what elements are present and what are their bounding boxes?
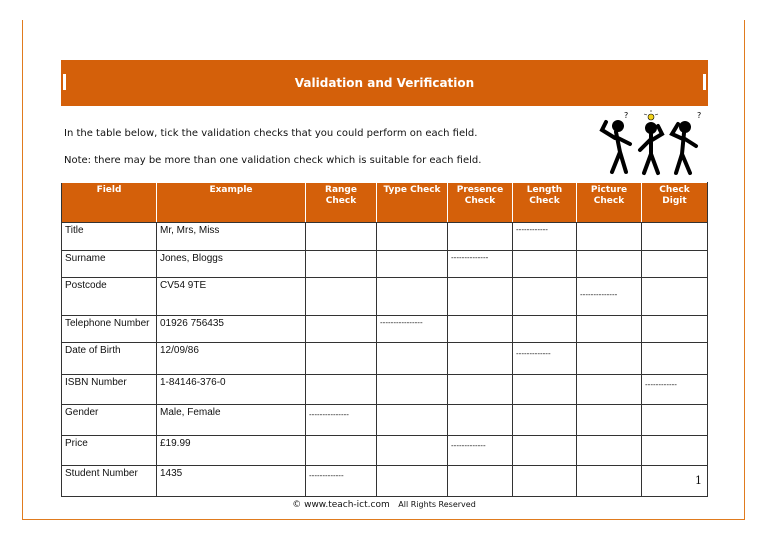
example-cell: Jones, Bloggs: [157, 250, 306, 278]
rights-text: All Rights Reserved: [398, 500, 476, 509]
thinking-people-icon: [594, 110, 706, 176]
field-cell: Price: [62, 435, 157, 466]
type-check-cell[interactable]: [377, 466, 448, 497]
type-check-cell[interactable]: [377, 223, 448, 251]
svg-text:?: ?: [697, 111, 702, 120]
page-title: Validation and Verification: [294, 76, 475, 90]
table-row: [62, 223, 708, 251]
check-digit-cell[interactable]: [642, 223, 708, 251]
header-type-check: Type Check: [377, 183, 448, 223]
picture-check-cell[interactable]: [577, 223, 642, 251]
check-digit-cell[interactable]: [642, 435, 708, 466]
type-check-cell[interactable]: [377, 343, 448, 375]
presence-check-cell[interactable]: [448, 315, 513, 343]
picture-check-cell[interactable]: [577, 466, 642, 497]
picture-check-cell[interactable]: [577, 315, 642, 343]
banner-right-mark: [703, 74, 706, 90]
range-check-cell[interactable]: -------------: [306, 466, 377, 497]
type-check-cell[interactable]: [377, 374, 448, 405]
table-row: [62, 250, 708, 278]
table-row: [62, 374, 708, 405]
example-cell: CV54 9TE: [157, 278, 306, 316]
presence-check-cell[interactable]: -------------: [448, 435, 513, 466]
type-check-cell[interactable]: [377, 250, 448, 278]
page-number: 1: [695, 474, 702, 487]
check-digit-cell[interactable]: [642, 343, 708, 375]
range-check-cell[interactable]: [306, 315, 377, 343]
presence-check-cell[interactable]: [448, 278, 513, 316]
field-cell: Surname: [62, 250, 157, 278]
title-banner: [61, 60, 708, 106]
table-row: [62, 435, 708, 466]
table-row: [62, 278, 708, 316]
example-cell: Male, Female: [157, 405, 306, 436]
copyright-site: © www.teach-ict.com: [292, 500, 390, 510]
presence-check-cell[interactable]: --------------: [448, 250, 513, 278]
header-check-digit: Check Digit: [642, 183, 708, 223]
instruction-text: In the table below, tick the validation checks that you could perform on each field.: [64, 128, 478, 139]
field-cell: Title: [62, 223, 157, 251]
field-cell: Telephone Number: [62, 315, 157, 343]
presence-check-cell[interactable]: [448, 374, 513, 405]
table-row: [62, 405, 708, 436]
length-check-cell[interactable]: [513, 278, 577, 316]
header-picture-check: Picture Check: [577, 183, 642, 223]
range-check-cell[interactable]: [306, 250, 377, 278]
validation-table: [61, 182, 708, 497]
field-cell: Date of Birth: [62, 343, 157, 375]
length-check-cell[interactable]: [513, 374, 577, 405]
example-cell: Mr, Mrs, Miss: [157, 223, 306, 251]
type-check-cell[interactable]: [377, 405, 448, 436]
check-digit-cell[interactable]: [642, 315, 708, 343]
length-check-cell[interactable]: -------------: [513, 343, 577, 375]
type-check-cell[interactable]: ----------------: [377, 315, 448, 343]
length-check-cell[interactable]: [513, 405, 577, 436]
length-check-cell[interactable]: ------------: [513, 223, 577, 251]
check-digit-cell[interactable]: ------------: [642, 374, 708, 405]
range-check-cell[interactable]: [306, 374, 377, 405]
presence-check-cell[interactable]: [448, 405, 513, 436]
picture-check-cell[interactable]: [577, 435, 642, 466]
length-check-cell[interactable]: [513, 435, 577, 466]
field-cell: Gender: [62, 405, 157, 436]
picture-check-cell[interactable]: [577, 374, 642, 405]
range-check-cell[interactable]: [306, 223, 377, 251]
table-header-row: [62, 183, 708, 223]
header-range-check: Range Check: [306, 183, 377, 223]
example-cell: 1435: [157, 466, 306, 497]
picture-check-cell[interactable]: [577, 405, 642, 436]
range-check-cell[interactable]: [306, 278, 377, 316]
footer: [0, 500, 768, 510]
header-presence-check: Presence Check: [448, 183, 513, 223]
table-row: [62, 315, 708, 343]
picture-check-cell[interactable]: [577, 250, 642, 278]
header-field: Field: [62, 183, 157, 223]
field-cell: Postcode: [62, 278, 157, 316]
range-check-cell[interactable]: [306, 343, 377, 375]
picture-check-cell[interactable]: --------------: [577, 278, 642, 316]
length-check-cell[interactable]: [513, 466, 577, 497]
type-check-cell[interactable]: [377, 278, 448, 316]
picture-check-cell[interactable]: [577, 343, 642, 375]
check-digit-cell[interactable]: [642, 405, 708, 436]
range-check-cell[interactable]: ---------------: [306, 405, 377, 436]
table-row: [62, 343, 708, 375]
example-cell: 01926 756435: [157, 315, 306, 343]
example-cell: 12/09/86: [157, 343, 306, 375]
presence-check-cell[interactable]: [448, 343, 513, 375]
table-row: [62, 466, 708, 497]
example-cell: 1-84146-376-0: [157, 374, 306, 405]
svg-text:?: ?: [624, 111, 629, 120]
field-cell: ISBN Number: [62, 374, 157, 405]
type-check-cell[interactable]: [377, 435, 448, 466]
note-text: Note: there may be more than one validation check which is suitable for each field.: [64, 155, 482, 166]
header-example: Example: [157, 183, 306, 223]
presence-check-cell[interactable]: [448, 223, 513, 251]
length-check-cell[interactable]: [513, 250, 577, 278]
field-cell: Student Number: [62, 466, 157, 497]
example-cell: £19.99: [157, 435, 306, 466]
banner-left-mark: [63, 74, 66, 90]
range-check-cell[interactable]: [306, 435, 377, 466]
header-length-check: Length Check: [513, 183, 577, 223]
length-check-cell[interactable]: [513, 315, 577, 343]
presence-check-cell[interactable]: [448, 466, 513, 497]
check-digit-cell[interactable]: [642, 278, 708, 316]
check-digit-cell[interactable]: [642, 250, 708, 278]
